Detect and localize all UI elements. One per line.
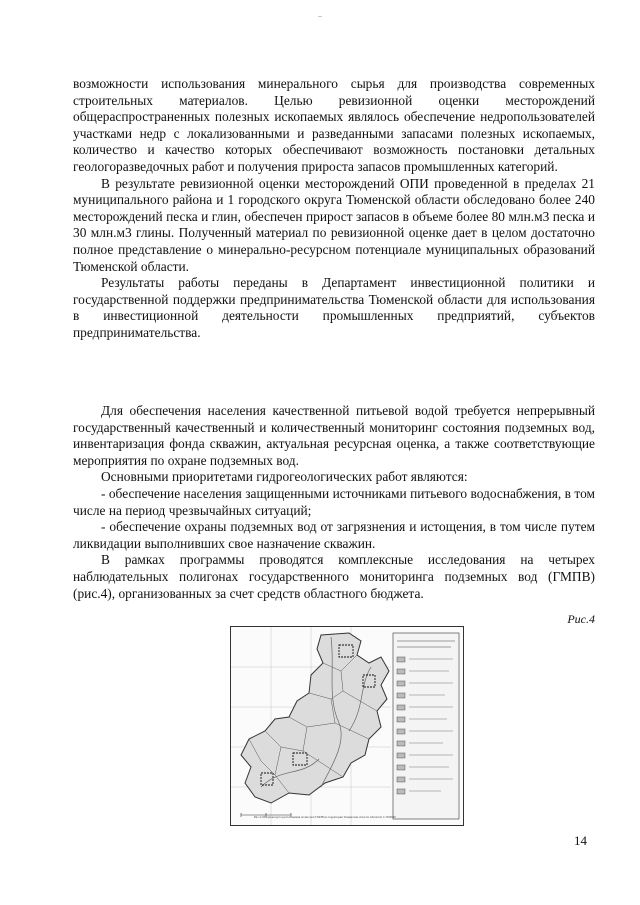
monitoring-map-figure [230,626,464,826]
list-item-water-protection: - обеспечение охраны подземных вод от загрязнения и истощения, в том числе путем ликвидации выполнивших свое назначение скважин. [73,519,595,551]
map-footnote: Рис.4 Обзорная карта расположения полигонов ГМПВ на территории Тюменской области. Масштаб 1:2500000 [254,816,396,819]
page-number: 14 [574,833,587,848]
text-section-groundwater [73,403,595,602]
map-legend [393,633,459,819]
paragraph-results-transferred: Результаты работы переданы в Департамент инвестиционной политики и государственной поддержки предпринимательства Тюменской области для использования в инвестиционной деятельности промышленных предприятий, субъектов предпринимательства. [73,275,595,340]
paragraph-monitoring-program: В рамках программы проводятся комплексные исследования на четырех наблюдательных полигонах государственного мониторинга подземных вод (ГМПВ) (рис.4), организованных за счет средств областного бюджета. [73,552,595,601]
list-item-water-supply: - обеспечение населения защищенными источниками питьевого водоснабжения, в том числе на период чрезвычайных ситуаций; [73,485,595,518]
paragraph-priorities-intro: Основными приоритетами гидрогеологических работ являются: [101,469,468,485]
region-outline [241,633,389,803]
paragraph-evaluation-results: В результате ревизионной оценки месторождений ОПИ проведенной в пределах 21 муниципального района и 1 городского округа Тюменской области обследовано более 240 месторождений песка и глин, обеспечен прирост запасов в объеме более 80 млн.м3 песка и 30 млн.м3 глины. Полученный материал по ревизионной оценке дает в целом достаточно полное представление о минерально-ресурсном потенциале муниципальных образований Тюменской области. [73,175,595,274]
paragraph-continuation: возможности использования минерального сырья для производства современных строительных материалов. Целью ревизионной оценки месторождений общераспространенных полезных ископаемых являлось обеспечение недропользователей участками недр с локализованными и разведанными запасами полезных ископаемых, количество и качество которых обеспечивают возможность постановки детальных геологоразведочных работ и получения прироста запасов промышленных категорий. [73,76,595,174]
paragraph-drinking-water: Для обеспечения населения качественной питьевой водой требуется непрерывный государственный качественный и количественный мониторинг состояния подземных вод, инвентаризация фонда скважин, актуальная ресурсная оценка, а также соответствующие мероприятия по охране подземных вод. [73,403,595,468]
figure-caption: Рис.4 [567,612,595,626]
region-map-graphic [231,627,463,825]
text-section-ore-evaluation [73,76,595,342]
scan-artifact: .. [318,10,322,19]
